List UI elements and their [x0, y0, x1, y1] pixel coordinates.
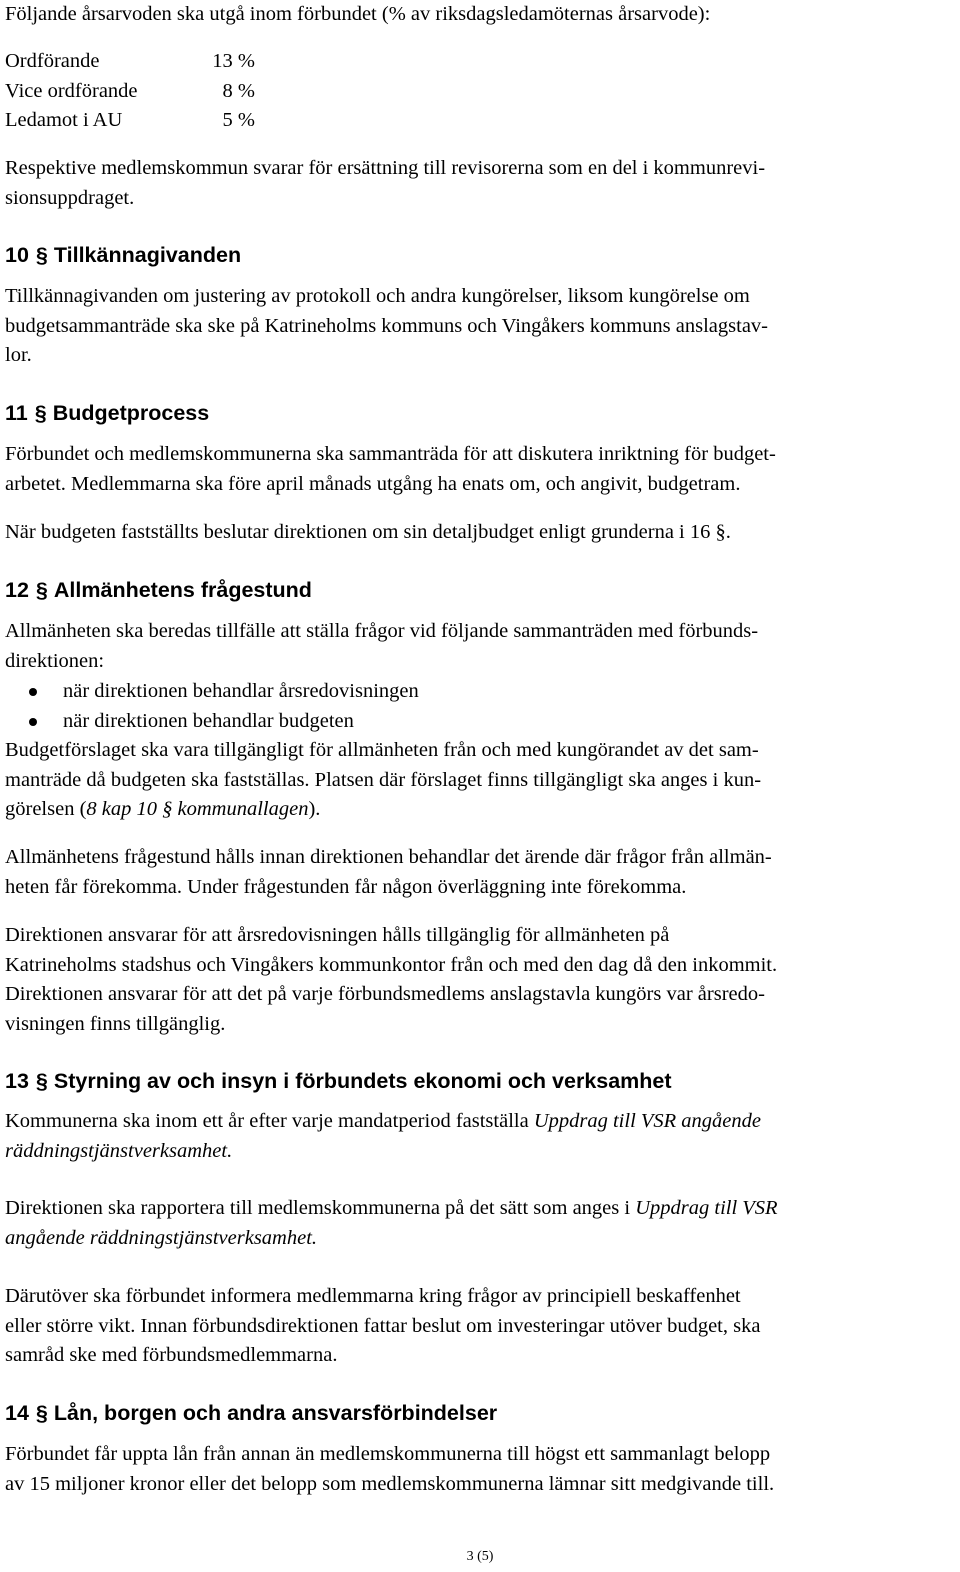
- bullet-icon: [29, 688, 37, 696]
- section-sign: §: [34, 401, 47, 425]
- rate-role: Ledamot i AU: [5, 109, 123, 131]
- paragraph-text: ).: [308, 798, 321, 820]
- section-title: Lån, borgen och andra ansvarsförbindelser: [53, 1401, 498, 1425]
- section-title: Tillkännagivanden: [53, 243, 242, 267]
- section-12-paragraph-2: [5, 736, 960, 825]
- rate-row-au-member: [5, 106, 265, 136]
- rate-row-vice-chair: [5, 77, 265, 107]
- section-13-paragraph-2: [5, 1194, 960, 1253]
- section-12-paragraph-4: Direktionen ansvarar för att årsredovisningen hålls tillgänglig för allmänheten på Katrineholms stadshus och Vingåkers kommunkontor från och med den dag då den inkommit. Direktionen ansvarar för att det på varje förbundsmedlems anslagstavla kungörs var årsredo- visningen finns tillgänglig.: [5, 924, 778, 1035]
- section-13-paragraph-3: Därutöver ska förbundet informera medlemmarna kring frågor av principiell beskaffenhet eller större vikt. Innan förbundsdirektionen fattar beslut om investeringar utöver budget, ska samråd ske med förbundsmedlemmarna.: [5, 1285, 761, 1366]
- section-number: 11: [5, 401, 28, 425]
- document-reference: Uppdrag till VSR angående räddningstjänstverksamhet.: [5, 1110, 762, 1162]
- section-14-paragraph: Förbundet får uppta lån från annan än medlemskommunerna till högst ett sammanlagt belopp av 15 miljoner kronor eller det belopp som medlemskommunerna lämnar sitt medgivande till.: [5, 1443, 775, 1495]
- section-number: 14: [5, 1401, 29, 1425]
- list-item-text: när direktionen behandlar årsredovisningen: [63, 680, 419, 702]
- section-sign: §: [35, 243, 48, 267]
- law-reference: 8 kap 10 § kommunallagen: [86, 798, 309, 820]
- section-11-paragraph-2: När budgeten fastställts beslutar direktionen om sin detaljbudget enligt grunderna i 16 §.: [5, 521, 731, 543]
- section-13-heading: [5, 1066, 672, 1096]
- list-item: [5, 707, 419, 737]
- bullet-icon: [29, 718, 37, 726]
- section-number: 12: [5, 578, 29, 602]
- intro-paragraph: Följande årsarvoden ska utgå inom förbundet (% av riksdagsledamöternas årsarvode):: [5, 3, 711, 25]
- section-10-heading: [5, 240, 241, 270]
- revisors-paragraph: Respektive medlemskommun svarar för ersättning till revisorerna som en del i kommunrevi- sionsuppdraget.: [5, 157, 766, 209]
- section-title: Styrning av och insyn i förbundets ekonomi och verksamhet: [53, 1069, 672, 1093]
- section-11-heading: [5, 398, 209, 428]
- section-sign: §: [35, 1401, 48, 1425]
- rate-row-chair: [5, 47, 265, 77]
- paragraph-text: Kommunerna ska inom ett år efter varje mandatperiod fastställa: [5, 1110, 534, 1132]
- rate-value: 13 %: [212, 50, 255, 72]
- section-12-heading: [5, 575, 312, 605]
- rate-role: Vice ordförande: [5, 79, 138, 102]
- section-13-paragraph-1: [5, 1107, 960, 1166]
- rate-role: Ordförande: [5, 50, 100, 72]
- list-item: [5, 677, 419, 707]
- section-14-heading: [5, 1398, 497, 1428]
- paragraph-text: Budgetförslaget ska vara tillgängligt för allmänheten från och med kungörandet av det sam- manträde då budgeten ska fastställas. Platsen där förslaget finns tillgängligt ska anges i kun- görelsen (: [5, 739, 762, 820]
- fee-rates-list: [5, 47, 265, 136]
- document-reference: Uppdrag till VSR angående räddningstjänstverksamhet.: [5, 1197, 778, 1249]
- section-12-paragraph-3: Allmänhetens frågestund hålls innan direktionen behandlar det ärende där frågor från allmän- heten får förekomma. Under frågestunden får någon överläggning inte förekomma.: [5, 846, 772, 898]
- section-12-bullet-list: [5, 677, 419, 736]
- section-title: Budgetprocess: [52, 401, 210, 425]
- section-12-paragraph-1: Allmänheten ska beredas tillfälle att ställa frågor vid följande sammanträden med förbunds- direktionen:: [5, 620, 759, 672]
- section-10-paragraph: Tillkännagivanden om justering av protokoll och andra kungörelser, liksom kungörelse om budgetsammanträde ska ske på Katrineholms kommuns och Vingåkers kommuns anslagstav- lor.: [5, 285, 769, 366]
- list-item-text: när direktionen behandlar budgeten: [63, 709, 354, 732]
- section-number: 10: [5, 243, 29, 267]
- section-title: Allmänhetens frågestund: [53, 578, 312, 602]
- rate-value: 5 %: [222, 109, 255, 131]
- rate-value: 8 %: [222, 79, 255, 102]
- section-sign: §: [35, 1069, 48, 1093]
- page-number: 3 (5): [466, 1549, 494, 1564]
- paragraph-text: Direktionen ska rapportera till medlemskommunerna på det sätt som anges i: [5, 1197, 636, 1219]
- section-number: 13: [5, 1069, 29, 1093]
- section-11-paragraph-1: Förbundet och medlemskommunerna ska sammanträda för att diskutera inriktning för budget- arbetet. Medlemmarna ska före april månads utgång ha enats om, och angivit, budgetram.: [5, 443, 776, 495]
- section-sign: §: [35, 578, 48, 602]
